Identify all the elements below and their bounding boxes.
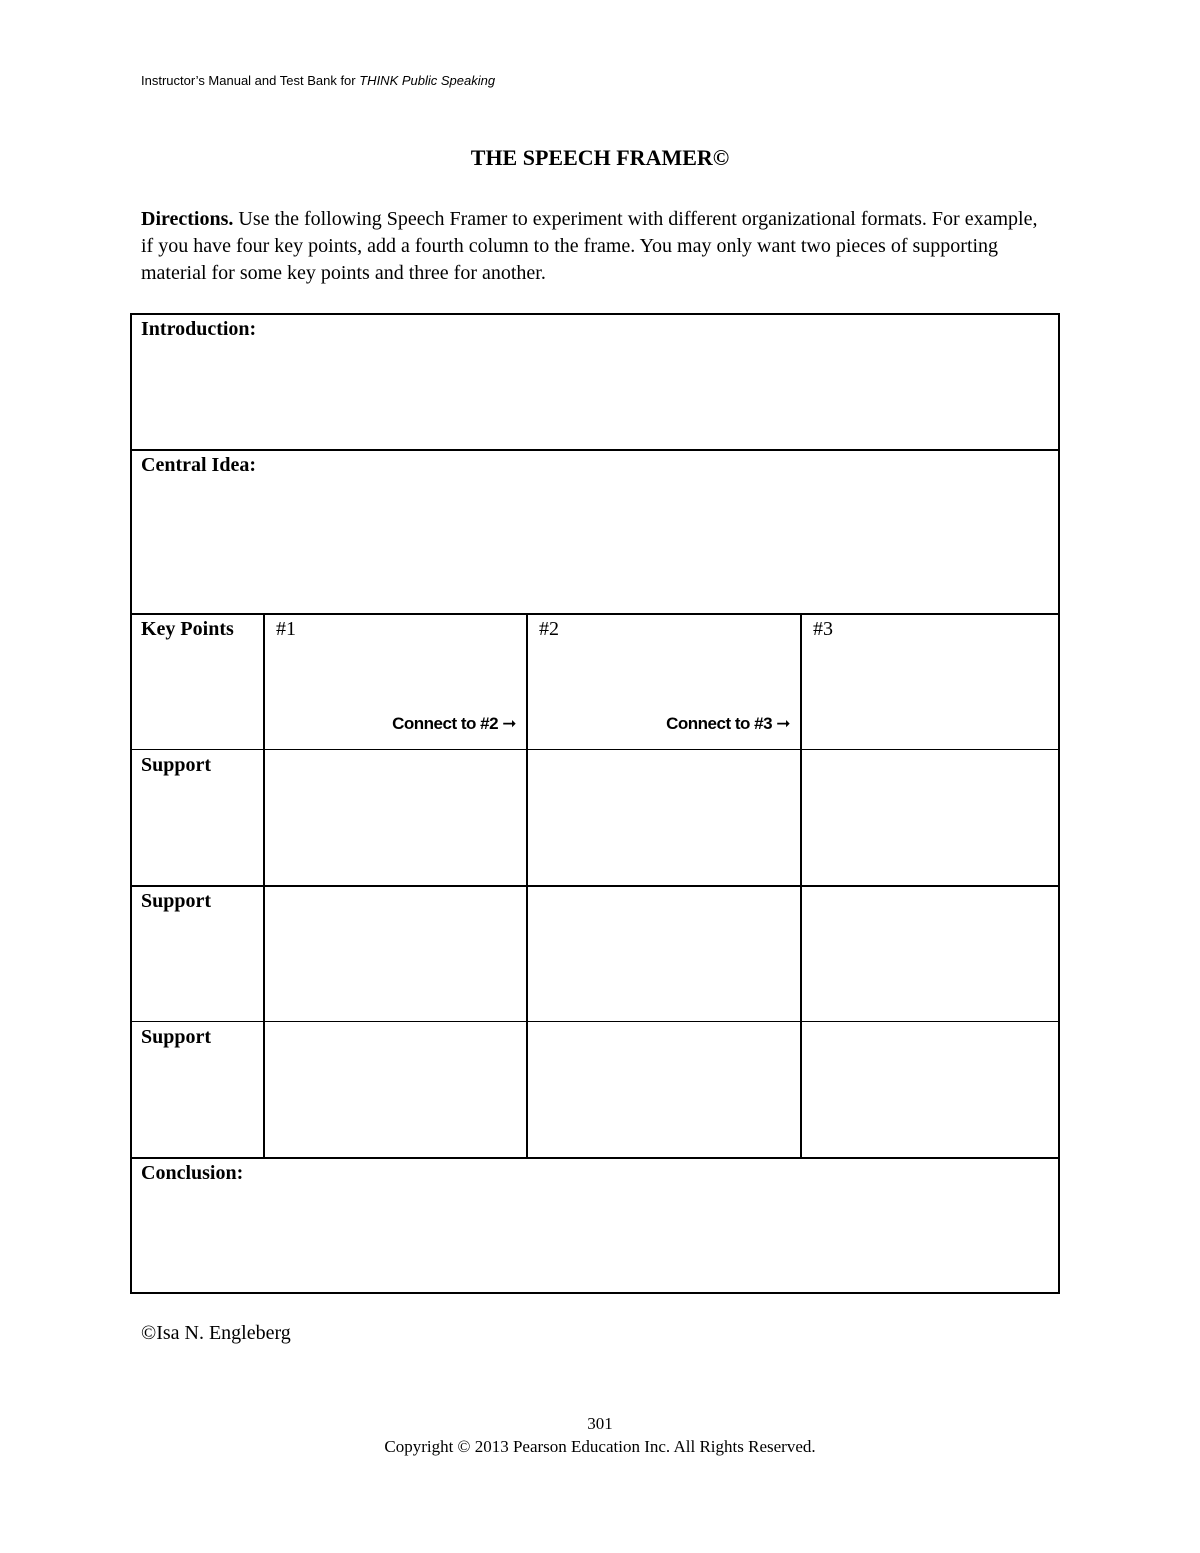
col-divider-3 <box>800 613 802 1157</box>
support-label-3: Support <box>141 1026 212 1048</box>
running-header <box>141 73 495 88</box>
header-book-title: THINK Public Speaking <box>359 73 496 88</box>
row-divider-central <box>132 613 1058 615</box>
col-divider-2 <box>526 613 528 1157</box>
key-points-label: Key Points <box>141 618 234 640</box>
copyright-notice: Copyright © 2013 Pearson Education Inc. All Rights Reserved. <box>384 1437 816 1456</box>
support-label-1: Support <box>141 754 212 776</box>
key-point-3-header: #3 <box>813 618 833 640</box>
central-idea-label: Central Idea: <box>141 454 256 476</box>
row-divider-keypoints <box>132 749 1058 750</box>
key-point-2-header: #2 <box>539 618 559 640</box>
introduction-label: Introduction: <box>141 318 257 340</box>
directions-label: Directions. <box>141 208 234 230</box>
row-divider-support-3 <box>132 1157 1058 1159</box>
connect-to-3-label: Connect to #3 ➞ <box>666 714 790 733</box>
row-divider-support-2 <box>132 1021 1058 1022</box>
row-divider-support-1 <box>132 885 1058 887</box>
author-signature: ©Isa N. Engleberg <box>141 1322 291 1344</box>
conclusion-label: Conclusion: <box>141 1162 244 1184</box>
page-title: THE SPEECH FRAMER© <box>470 145 730 170</box>
directions-text: Use the following Speech Framer to experiment with different organizational formats. For example, if you have four key points, add a fourth column to the frame. You may only want two pieces of supporting material for some key points and three for another. <box>141 208 1038 284</box>
col-divider-1 <box>263 613 265 1157</box>
page-number: 301 <box>587 1414 613 1433</box>
key-point-1-header: #1 <box>276 618 296 640</box>
speech-framer-table <box>130 313 1060 1294</box>
support-label-2: Support <box>141 890 212 912</box>
directions-paragraph <box>141 206 1051 287</box>
connect-to-2-label: Connect to #2 ➞ <box>392 714 516 733</box>
row-divider-intro <box>132 449 1058 451</box>
header-prefix: Instructor’s Manual and Test Bank for <box>141 73 360 88</box>
